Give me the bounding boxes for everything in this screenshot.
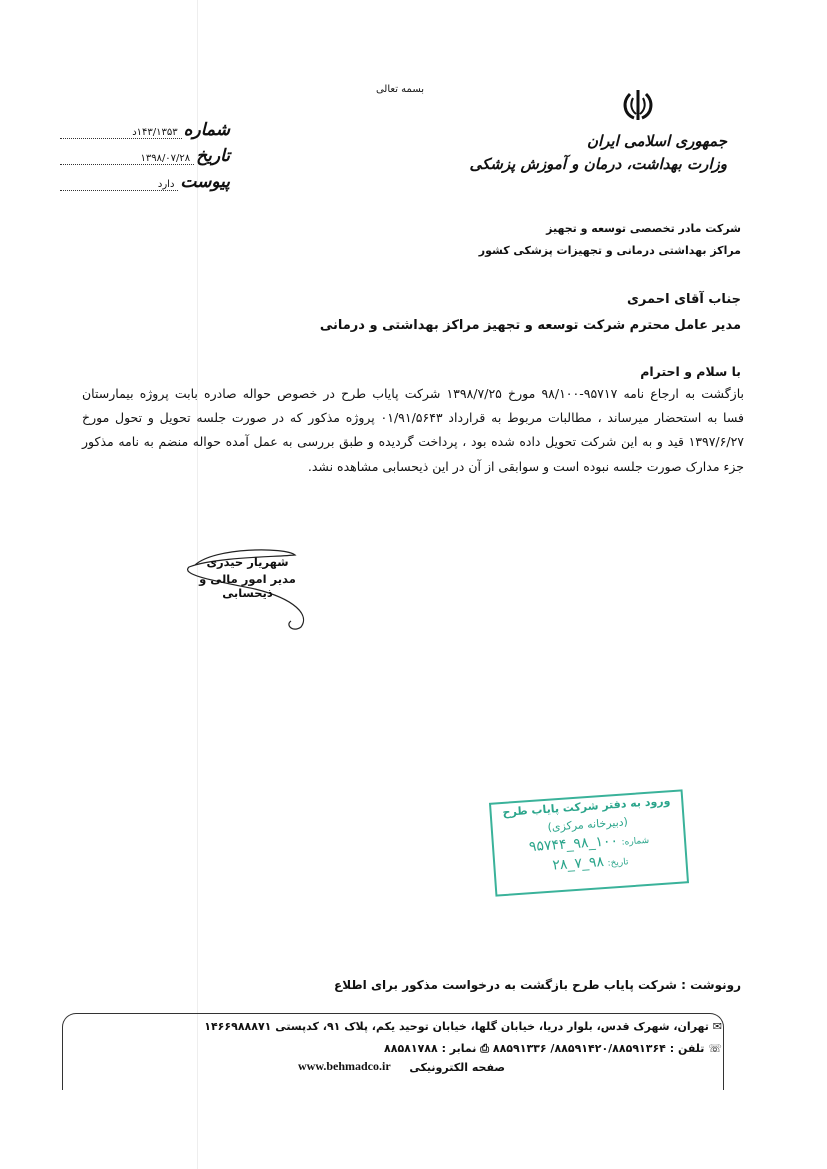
footer-website-label: صفحه الکترونیکی xyxy=(409,1061,505,1074)
stamp-number-label: شماره: xyxy=(621,835,650,848)
stamp-date-label: تاریخ: xyxy=(607,857,629,869)
footer-address: ✉ تهران، شهرک قدس، بلوار دریا، خیابان گلها، خیابان توحید یکم، پلاک ۹۱، کدپستی ۱۴۶۶۹۸۸۸۷۱ xyxy=(204,1020,722,1033)
stamp-line2: (دبیرخانه مرکزی) xyxy=(547,815,629,834)
recipient-title: مدیر عامل محترم شرکت توسعه و تجهیز مراکز بهداشتی و درمانی xyxy=(319,318,741,333)
signatory-title: مدیر امور مالی و ذیحسابی xyxy=(199,572,296,600)
org-line1: شرکت مادر تخصصی توسعه و تجهیز xyxy=(546,222,741,235)
attachment-label: پیوست xyxy=(180,172,230,192)
org-line2: مراکز بهداشتی درمانی و تجهیزات پزشکی کشور xyxy=(478,244,741,257)
date-label: تاریخ xyxy=(196,146,230,166)
ministry-line1: جمهوری اسلامی ایران xyxy=(586,132,727,150)
footer-phone: ☏ تلفن : ۸۸۵۹۱۴۲۰/۸۸۵۹۱۳۶۴/ ۸۸۵۹۱۳۳۶ ⎙ نمابر : ۸۸۵۸۱۷۸۸ xyxy=(384,1042,722,1055)
letter-attachment xyxy=(60,172,230,192)
number-value: ۱۴۳/۱۳۵۳د xyxy=(60,127,182,139)
received-stamp xyxy=(489,789,689,896)
carbon-copy: رونوشت : شرکت پایاب طرح بازگشت به درخواست مذکور برای اطلاع xyxy=(334,978,741,992)
signatory-name: شهریار حیدری xyxy=(206,555,289,569)
stamp-number-value: ۱۰۰_۹۸_۹۵۷۴۴ xyxy=(528,832,619,856)
recipient-name: جناب آقای احمری xyxy=(627,292,741,307)
ministry-line2: وزارت بهداشت، درمان و آموزش پزشکی xyxy=(469,155,727,173)
ministry-logo-text xyxy=(470,130,728,176)
iran-emblem-icon xyxy=(618,86,658,126)
footer-website-link[interactable]: www.behmadco.ir xyxy=(298,1059,391,1073)
date-value: ۱۳۹۸/۰۷/۲۸ xyxy=(60,153,194,165)
attachment-value: دارد xyxy=(60,179,178,191)
body-line: جزء مدارک صورت جلسه نبوده است و سوابقی از آن در این ذیحسابی مشاهده نشد. xyxy=(307,459,744,474)
basmala: بسمه تعالی xyxy=(375,84,425,95)
stamp-date-value: ۹۸_۷_۲۸ xyxy=(551,854,605,874)
body-line: فسا به استحضار میرساند ، مطالبات مربوط به قرارداد ۰۱/۹۱/۵۶۴۳ پروژه مذکور که در صورت جلسه تحویل و تحول مورخ xyxy=(82,410,744,425)
body-line: ۱۳۹۷/۶/۲۷ قید و به این شرکت تحویل داده شده بود ، پرداخت گردیده و طبق بررسی به عمل آمده حواله منضم به نامه مذکور xyxy=(82,434,744,449)
stamp-line1: ورود به دفتر شرکت پایاب طرح xyxy=(502,794,671,819)
letter-date xyxy=(60,146,230,166)
number-label: شماره xyxy=(183,120,230,140)
body-line: بازگشت به ارجاع نامه ۹۵۷۱۷-۹۸/۱۰۰ مورخ ۱۳۹۸/۷/۲۵ شرکت پایاب طرح در خصوص حواله صادره بابت پروژه بیمارستان xyxy=(82,386,744,401)
letter-number xyxy=(60,120,230,140)
greeting: با سلام و احترام xyxy=(640,364,741,379)
